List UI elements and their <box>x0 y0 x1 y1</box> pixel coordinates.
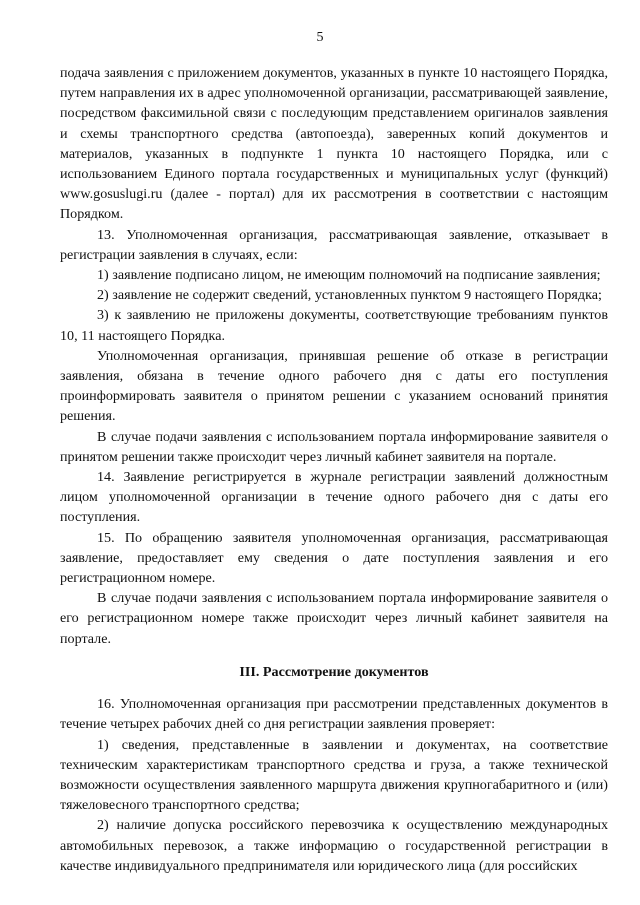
paragraph: 13. Уполномоченная организация, рассматривающая заявление, отказывает в регистрации заявления в случаях, если: <box>60 226 608 263</box>
list-item: 2) заявление не содержит сведений, установленных пунктом 9 настоящего Порядка; <box>97 287 602 304</box>
paragraph: Уполномоченная организация, принявшая решение об отказе в регистрации заявления, обязана в течение одного рабочего дня с даты его поступления проинформировать заявителя о принятом решении с указанием оснований принятия решения. <box>60 347 608 425</box>
list-item: 1) сведения, представленные в заявлении и документах, на соответствие техническим характеристикам транспортного средства и груза, а также технической возможности осуществления заявленного маршрута движения крупногабаритного и (или) тяжеловесного транспортного средства; <box>60 736 608 814</box>
document-body <box>60 63 608 876</box>
page-number: 5 <box>316 30 324 45</box>
paragraph: 15. По обращению заявителя уполномоченная организация, рассматривающая заявление, предоставляет ему сведения о дате поступления заявления и его регистрационном номере. <box>60 529 608 587</box>
paragraph: В случае подачи заявления с использованием портала информирование заявителя о его регистрационном номере также происходит через личный кабинет заявителя на портале. <box>60 590 608 647</box>
paragraph: 14. Заявление регистрируется в журнале регистрации заявлений должностным лицом уполномоченной организации в течение одного рабочего дня с даты его поступления. <box>60 469 608 526</box>
paragraph: 16. Уполномоченная организация при рассмотрении представленных документов в течение четырех рабочих дней со дня регистрации заявления проверяет: <box>60 696 608 733</box>
list-item: 2) наличие допуска российского перевозчика к осуществлению международных автомобильных перевозок, а также информацию о государственной регистрации в качестве индивидуального предпринимателя или юридического лица (для российских <box>60 817 608 874</box>
paragraph: В случае подачи заявления с использованием портала информирование заявителя о принятом решении также происходит через личный кабинет заявителя на портале. <box>60 428 608 465</box>
section-heading: III. Рассмотрение документов <box>239 663 429 680</box>
list-item: 1) заявление подписано лицом, не имеющим полномочий на подписание заявления; <box>97 267 601 284</box>
paragraph: подача заявления с приложением документов, указанных в пункте 10 настоящего Порядка, путем направления их в адрес уполномоченной организации, рассматривающей заявление, посредством факсимильной связи с последующим представлением оригиналов заявления и схемы транспортного средства (автопоезда), заверенных копий документов и материалов, указанных в подпункте 1 пункта 10 настоящего Порядка, или с использованием Единого портала государственных и муниципальных услуг (функций) www.gosuslugi.ru (далее - портал) для их рассмотрения в соответствии с настоящим Порядком. <box>60 65 608 223</box>
list-item: 3) к заявлению не приложены документы, соответствующие требованиям пунктов 10, 11 настоящего Порядка. <box>60 307 608 344</box>
